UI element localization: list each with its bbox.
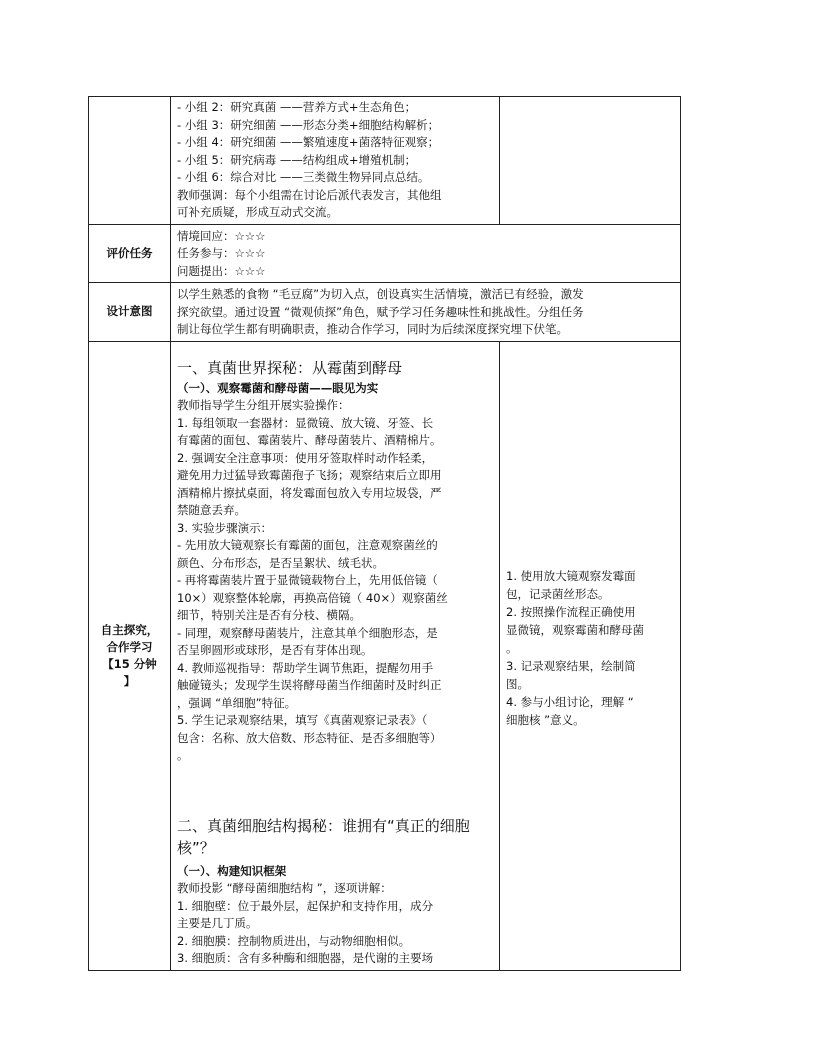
design-intent-line: 制让每位学生都有明确职责，推动合作学习，同时为后续深度探究埋下伏笔。 <box>177 322 568 336</box>
group-tasks-content-cell <box>171 97 500 225</box>
teacher-emphasis-line: 可补充质疑，形成互动式交流。 <box>177 205 338 219</box>
section2-line: 3. 细胞质：含有多种酶和细胞器，是代谢的主要场 <box>177 951 434 965</box>
section1-line: - 再将霉菌装片置于显微镜载物台上，先用低倍镜（ <box>177 573 438 587</box>
student-activity-line: 4. 参与小组讨论，理解 “ <box>506 694 634 709</box>
evaluation-row <box>89 224 681 283</box>
student-activity-line: 图。 <box>506 676 529 691</box>
section1-line: 颜色、分布形态，是否呈絮状、绒毛状。 <box>177 555 384 570</box>
student-activity-line: 显微镜，观察霉菌和酵母菌 <box>506 622 644 637</box>
section2-title-cont: 核”？ <box>177 838 215 857</box>
group-task-line: - 小组 5：研究病毒 ——结构组成+增殖机制； <box>177 152 417 167</box>
inquiry-row <box>89 341 681 970</box>
section1-title: 一、真菌世界探秘：从霉菌到酵母 <box>177 358 403 377</box>
inquiry-label-line: 【15 分钟 <box>102 656 157 671</box>
student-activity-line: 2. 按照操作流程正确使用 <box>506 604 636 619</box>
section1-line: ，强调 “单细胞”特征。 <box>177 695 297 710</box>
section1-line: 细节，特别关注是否有分枝、横隔。 <box>177 608 361 622</box>
section1-line: 有霉菌的面包、霉菌装片、酵母菌装片、酒精棉片。 <box>177 433 442 447</box>
group-tasks-label-cell <box>89 97 171 225</box>
evaluation-label: 评价任务 <box>89 224 171 283</box>
evaluation-content-cell <box>171 224 681 283</box>
student-activity-line: 3. 记录观察结果，绘制简 <box>506 658 636 673</box>
section1-line: 10×）观察整体轮廓，再换高倍镜（ 40×）观察菌丝 <box>177 590 448 605</box>
design-intent-line: 以学生熟悉的食物 “毛豆腐”为切入点，创设真实生活情境，激活已有经验，激发 <box>177 287 584 301</box>
section-spacer <box>177 765 493 815</box>
inquiry-label-line: 】 <box>123 673 136 688</box>
section1-line: 5. 学生记录观察结果，填写《真菌观察记录表》（ <box>177 713 428 727</box>
section2-title: 二、真菌细胞结构揭秘：谁拥有“真正的细胞 <box>177 816 470 835</box>
inquiry-content-cell <box>171 341 500 970</box>
section2-line: 1. 细胞壁：位于最外层，起保护和支持作用，成分 <box>177 898 434 913</box>
student-activity-line: 。 <box>506 640 518 655</box>
section1-line: 3. 实验步骤演示： <box>177 520 273 535</box>
design-intent-label: 设计意图 <box>89 283 171 342</box>
section1-line: 包含：名称、放大倍数、形态特征、是否多细胞等） <box>177 730 442 745</box>
section1-subtitle: （一）、观察霉菌和酵母菌——眼见为实 <box>177 380 379 395</box>
design-intent-content-cell <box>171 283 681 342</box>
section1-line: 教师指导学生分组开展实验操作： <box>177 398 350 412</box>
section2-line: 主要是几丁质。 <box>177 916 258 930</box>
section1-line: - 先用放大镜观察长有霉菌的面包，注意观察菌丝的 <box>177 538 438 552</box>
group-task-line: - 小组 6：综合对比 ——三类微生物异同点总结。 <box>177 170 430 184</box>
inquiry-student-cell <box>500 341 681 970</box>
section1-line: 。 <box>177 748 189 762</box>
section1-line: 2. 强调安全注意事项：使用牙签取样时动作轻柔， <box>177 450 434 465</box>
section1-line: 避免用力过猛导致霉菌孢子飞扬；观察结束后立即用 <box>177 468 442 482</box>
student-activity-line: 包，记录菌丝形态。 <box>506 586 610 601</box>
group-task-line: - 小组 3：研究细菌 ——形态分类+细胞结构解析； <box>177 117 440 132</box>
group-task-line: - 小组 4：研究细菌 ——繁殖速度+菌落特征观察； <box>177 135 440 149</box>
section2-line: 2. 细胞膜：控制物质进出，与动物细胞相似。 <box>177 933 411 948</box>
section1-line: 触碰镜头；发现学生误将酵母菌当作细菌时及时纠正 <box>177 678 442 692</box>
inquiry-label-line: 自主探究， <box>100 622 159 637</box>
section1-line: 否呈卵圆形或球形，是否有芽体出现。 <box>177 643 373 657</box>
section1-line: 1. 每组领取一套器材：显微镜、放大镜、牙签、长 <box>177 415 434 430</box>
section1-line: - 同理，观察酵母菌装片，注意其单个细胞形态，是 <box>177 625 438 640</box>
section1-line: 酒精棉片擦拭桌面，将发霉面包放入专用垃圾袋，严 <box>177 485 442 500</box>
student-activity-line: 细胞核 ”意义。 <box>506 712 585 727</box>
lesson-plan-table <box>88 96 681 971</box>
group-tasks-row <box>89 97 681 225</box>
inquiry-label-cell <box>89 341 171 970</box>
design-intent-line: 探究欲望。通过设置 “微观侦探”角色，赋予学习任务趣味性和挑战性。分组任务 <box>177 304 584 319</box>
design-intent-row <box>89 283 681 342</box>
section1-line: 禁随意丢弃。 <box>177 503 246 517</box>
evaluation-item: 问题提出：☆☆☆ <box>177 263 266 278</box>
student-activity-line: 1. 使用放大镜观察发霉面 <box>506 568 636 583</box>
evaluation-item: 情境回应：☆☆☆ <box>177 228 266 243</box>
group-tasks-student-cell <box>500 97 681 225</box>
section2-subtitle: （一）、构建知识框架 <box>177 863 287 878</box>
evaluation-item: 任务参与：☆☆☆ <box>177 246 266 260</box>
teacher-emphasis-line: 教师强调：每个小组需在讨论后派代表发言，其他组 <box>177 187 442 202</box>
section1-line: 4. 教师巡视指导：帮助学生调节焦距，提醒勿用手 <box>177 660 434 675</box>
inquiry-label-line: 合作学习 <box>106 639 153 654</box>
section2-line: 教师投影 “酵母菌细胞结构 ”，逐项讲解： <box>177 881 392 895</box>
group-task-line: - 小组 2：研究真菌 ——营养方式+生态角色； <box>177 100 417 114</box>
